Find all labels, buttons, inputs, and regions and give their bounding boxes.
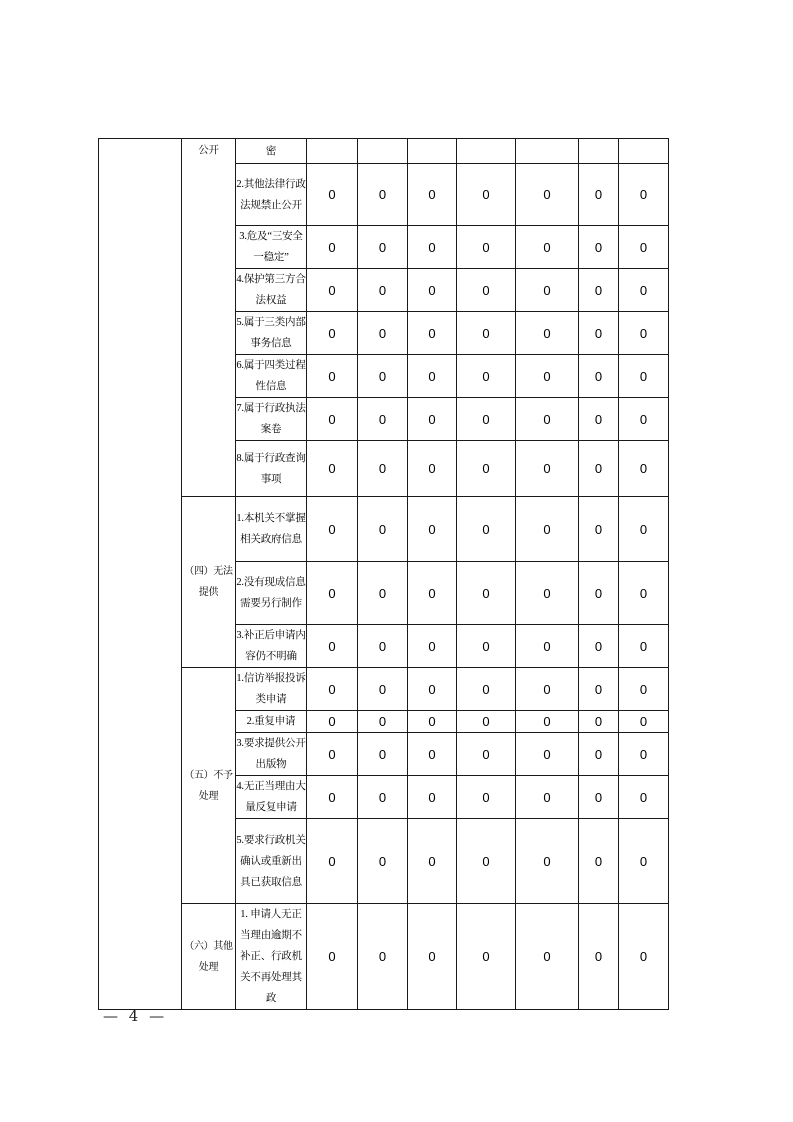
value-cell: 0 (307, 733, 358, 776)
value-cell (307, 139, 358, 164)
value-cell: 0 (457, 904, 516, 1010)
value-cell: 0 (619, 625, 669, 668)
value-cell: 0 (358, 312, 408, 355)
value-cell: 0 (579, 497, 619, 562)
value-cell: 0 (579, 711, 619, 733)
value-cell (579, 139, 619, 164)
value-cell: 0 (516, 312, 579, 355)
value-cell: 0 (307, 441, 358, 497)
value-cell: 0 (307, 776, 358, 819)
report-table-body (99, 139, 669, 1010)
value-cell: 0 (579, 269, 619, 312)
section-label-cell: 公开 (182, 139, 236, 497)
item-label-cell: 密 (236, 139, 307, 164)
value-cell: 0 (408, 733, 457, 776)
value-cell: 0 (619, 733, 669, 776)
value-cell: 0 (457, 562, 516, 625)
value-cell: 0 (579, 733, 619, 776)
item-label-cell: 4.无正当理由大量反复申请 (236, 776, 307, 819)
value-cell: 0 (457, 226, 516, 269)
value-cell: 0 (579, 226, 619, 269)
item-label-cell: 3.危及“三安全一稳定” (236, 226, 307, 269)
section-label-cell: （五）不予处理 (182, 668, 236, 904)
value-cell: 0 (579, 312, 619, 355)
value-cell: 0 (457, 312, 516, 355)
value-cell: 0 (619, 164, 669, 226)
value-cell: 0 (307, 711, 358, 733)
item-label-cell: 7.属于行政执法案卷 (236, 398, 307, 441)
table-row (99, 668, 669, 711)
value-cell: 0 (358, 562, 408, 625)
item-label-cell: 2.没有现成信息需要另行制作 (236, 562, 307, 625)
value-cell: 0 (619, 269, 669, 312)
value-cell: 0 (358, 733, 408, 776)
value-cell: 0 (457, 269, 516, 312)
value-cell: 0 (457, 668, 516, 711)
value-cell: 0 (516, 355, 579, 398)
value-cell: 0 (307, 625, 358, 668)
value-cell: 0 (408, 164, 457, 226)
item-label-cell: 2.重复申请 (236, 711, 307, 733)
value-cell: 0 (408, 269, 457, 312)
value-cell: 0 (307, 904, 358, 1010)
value-cell: 0 (579, 441, 619, 497)
value-cell: 0 (358, 164, 408, 226)
value-cell: 0 (619, 497, 669, 562)
item-label-cell: 1.本机关不掌握相关政府信息 (236, 497, 307, 562)
value-cell: 0 (408, 904, 457, 1010)
value-cell: 0 (408, 668, 457, 711)
value-cell: 0 (516, 226, 579, 269)
table-row (99, 497, 669, 562)
value-cell: 0 (619, 819, 669, 904)
value-cell (408, 139, 457, 164)
value-cell: 0 (358, 625, 408, 668)
value-cell: 0 (516, 625, 579, 668)
page-number: — 4 — (103, 1007, 165, 1025)
value-cell: 0 (408, 398, 457, 441)
value-cell: 0 (307, 164, 358, 226)
value-cell: 0 (516, 733, 579, 776)
value-cell: 0 (408, 441, 457, 497)
value-cell: 0 (358, 668, 408, 711)
value-cell: 0 (358, 226, 408, 269)
value-cell: 0 (457, 441, 516, 497)
value-cell: 0 (619, 441, 669, 497)
value-cell: 0 (516, 269, 579, 312)
value-cell (619, 139, 669, 164)
value-cell: 0 (457, 711, 516, 733)
value-cell: 0 (358, 711, 408, 733)
value-cell: 0 (457, 733, 516, 776)
value-cell: 0 (619, 355, 669, 398)
value-cell: 0 (358, 441, 408, 497)
value-cell: 0 (457, 398, 516, 441)
value-cell: 0 (408, 312, 457, 355)
value-cell: 0 (579, 625, 619, 668)
table-row (99, 904, 669, 1010)
item-label-cell: 5.属于三类内部事务信息 (236, 312, 307, 355)
value-cell: 0 (307, 562, 358, 625)
value-cell: 0 (619, 562, 669, 625)
value-cell: 0 (619, 668, 669, 711)
item-label-cell: 4.保护第三方合法权益 (236, 269, 307, 312)
value-cell: 0 (307, 226, 358, 269)
value-cell: 0 (307, 819, 358, 904)
value-cell: 0 (358, 904, 408, 1010)
value-cell: 0 (516, 904, 579, 1010)
value-cell (358, 139, 408, 164)
value-cell: 0 (516, 711, 579, 733)
value-cell: 0 (408, 711, 457, 733)
value-cell: 0 (579, 355, 619, 398)
value-cell: 0 (619, 904, 669, 1010)
value-cell: 0 (516, 776, 579, 819)
value-cell: 0 (408, 226, 457, 269)
value-cell: 0 (516, 819, 579, 904)
item-label-cell: 5.要求行政机关确认或重新出具已获取信息 (236, 819, 307, 904)
value-cell: 0 (579, 398, 619, 441)
value-cell: 0 (408, 562, 457, 625)
value-cell: 0 (408, 776, 457, 819)
value-cell: 0 (516, 497, 579, 562)
value-cell: 0 (408, 355, 457, 398)
value-cell: 0 (358, 497, 408, 562)
value-cell: 0 (358, 819, 408, 904)
item-label-cell: 2.其他法律行政法规禁止公开 (236, 164, 307, 226)
section-label-cell: （四）无法提供 (182, 497, 236, 668)
section-label-cell: （六）其他处理 (182, 904, 236, 1010)
value-cell: 0 (579, 668, 619, 711)
value-cell: 0 (457, 819, 516, 904)
value-cell: 0 (307, 398, 358, 441)
value-cell: 0 (408, 625, 457, 668)
value-cell (457, 139, 516, 164)
value-cell: 0 (516, 164, 579, 226)
item-label-cell: 3.要求提供公开出版物 (236, 733, 307, 776)
value-cell: 0 (408, 819, 457, 904)
value-cell: 0 (579, 164, 619, 226)
report-table (98, 138, 669, 1010)
value-cell: 0 (457, 164, 516, 226)
value-cell: 0 (516, 668, 579, 711)
item-label-cell: 6.属于四类过程性信息 (236, 355, 307, 398)
value-cell: 0 (307, 497, 358, 562)
left-category-spanner-cell (99, 139, 182, 1010)
value-cell: 0 (358, 398, 408, 441)
value-cell: 0 (516, 398, 579, 441)
value-cell: 0 (619, 711, 669, 733)
value-cell: 0 (358, 355, 408, 398)
value-cell: 0 (457, 355, 516, 398)
value-cell: 0 (516, 562, 579, 625)
value-cell: 0 (516, 441, 579, 497)
value-cell: 0 (619, 312, 669, 355)
value-cell: 0 (457, 776, 516, 819)
value-cell: 0 (307, 668, 358, 711)
value-cell: 0 (579, 904, 619, 1010)
item-label-cell: 3.补正后申请内容仍不明确 (236, 625, 307, 668)
value-cell: 0 (579, 562, 619, 625)
value-cell: 0 (457, 497, 516, 562)
value-cell: 0 (358, 269, 408, 312)
value-cell: 0 (307, 355, 358, 398)
item-label-cell: 1.信访举报投诉类申请 (236, 668, 307, 711)
value-cell: 0 (619, 776, 669, 819)
value-cell: 0 (579, 819, 619, 904)
value-cell: 0 (307, 269, 358, 312)
value-cell (516, 139, 579, 164)
value-cell: 0 (619, 226, 669, 269)
value-cell: 0 (358, 776, 408, 819)
item-label-cell: 1. 申请人无正当理由逾期不补正、行政机关不再处理其政 (236, 904, 307, 1010)
value-cell: 0 (307, 312, 358, 355)
value-cell: 0 (619, 398, 669, 441)
value-cell: 0 (579, 776, 619, 819)
item-label-cell: 8.属于行政查询事项 (236, 441, 307, 497)
table-row (99, 139, 669, 164)
value-cell: 0 (457, 625, 516, 668)
value-cell: 0 (408, 497, 457, 562)
